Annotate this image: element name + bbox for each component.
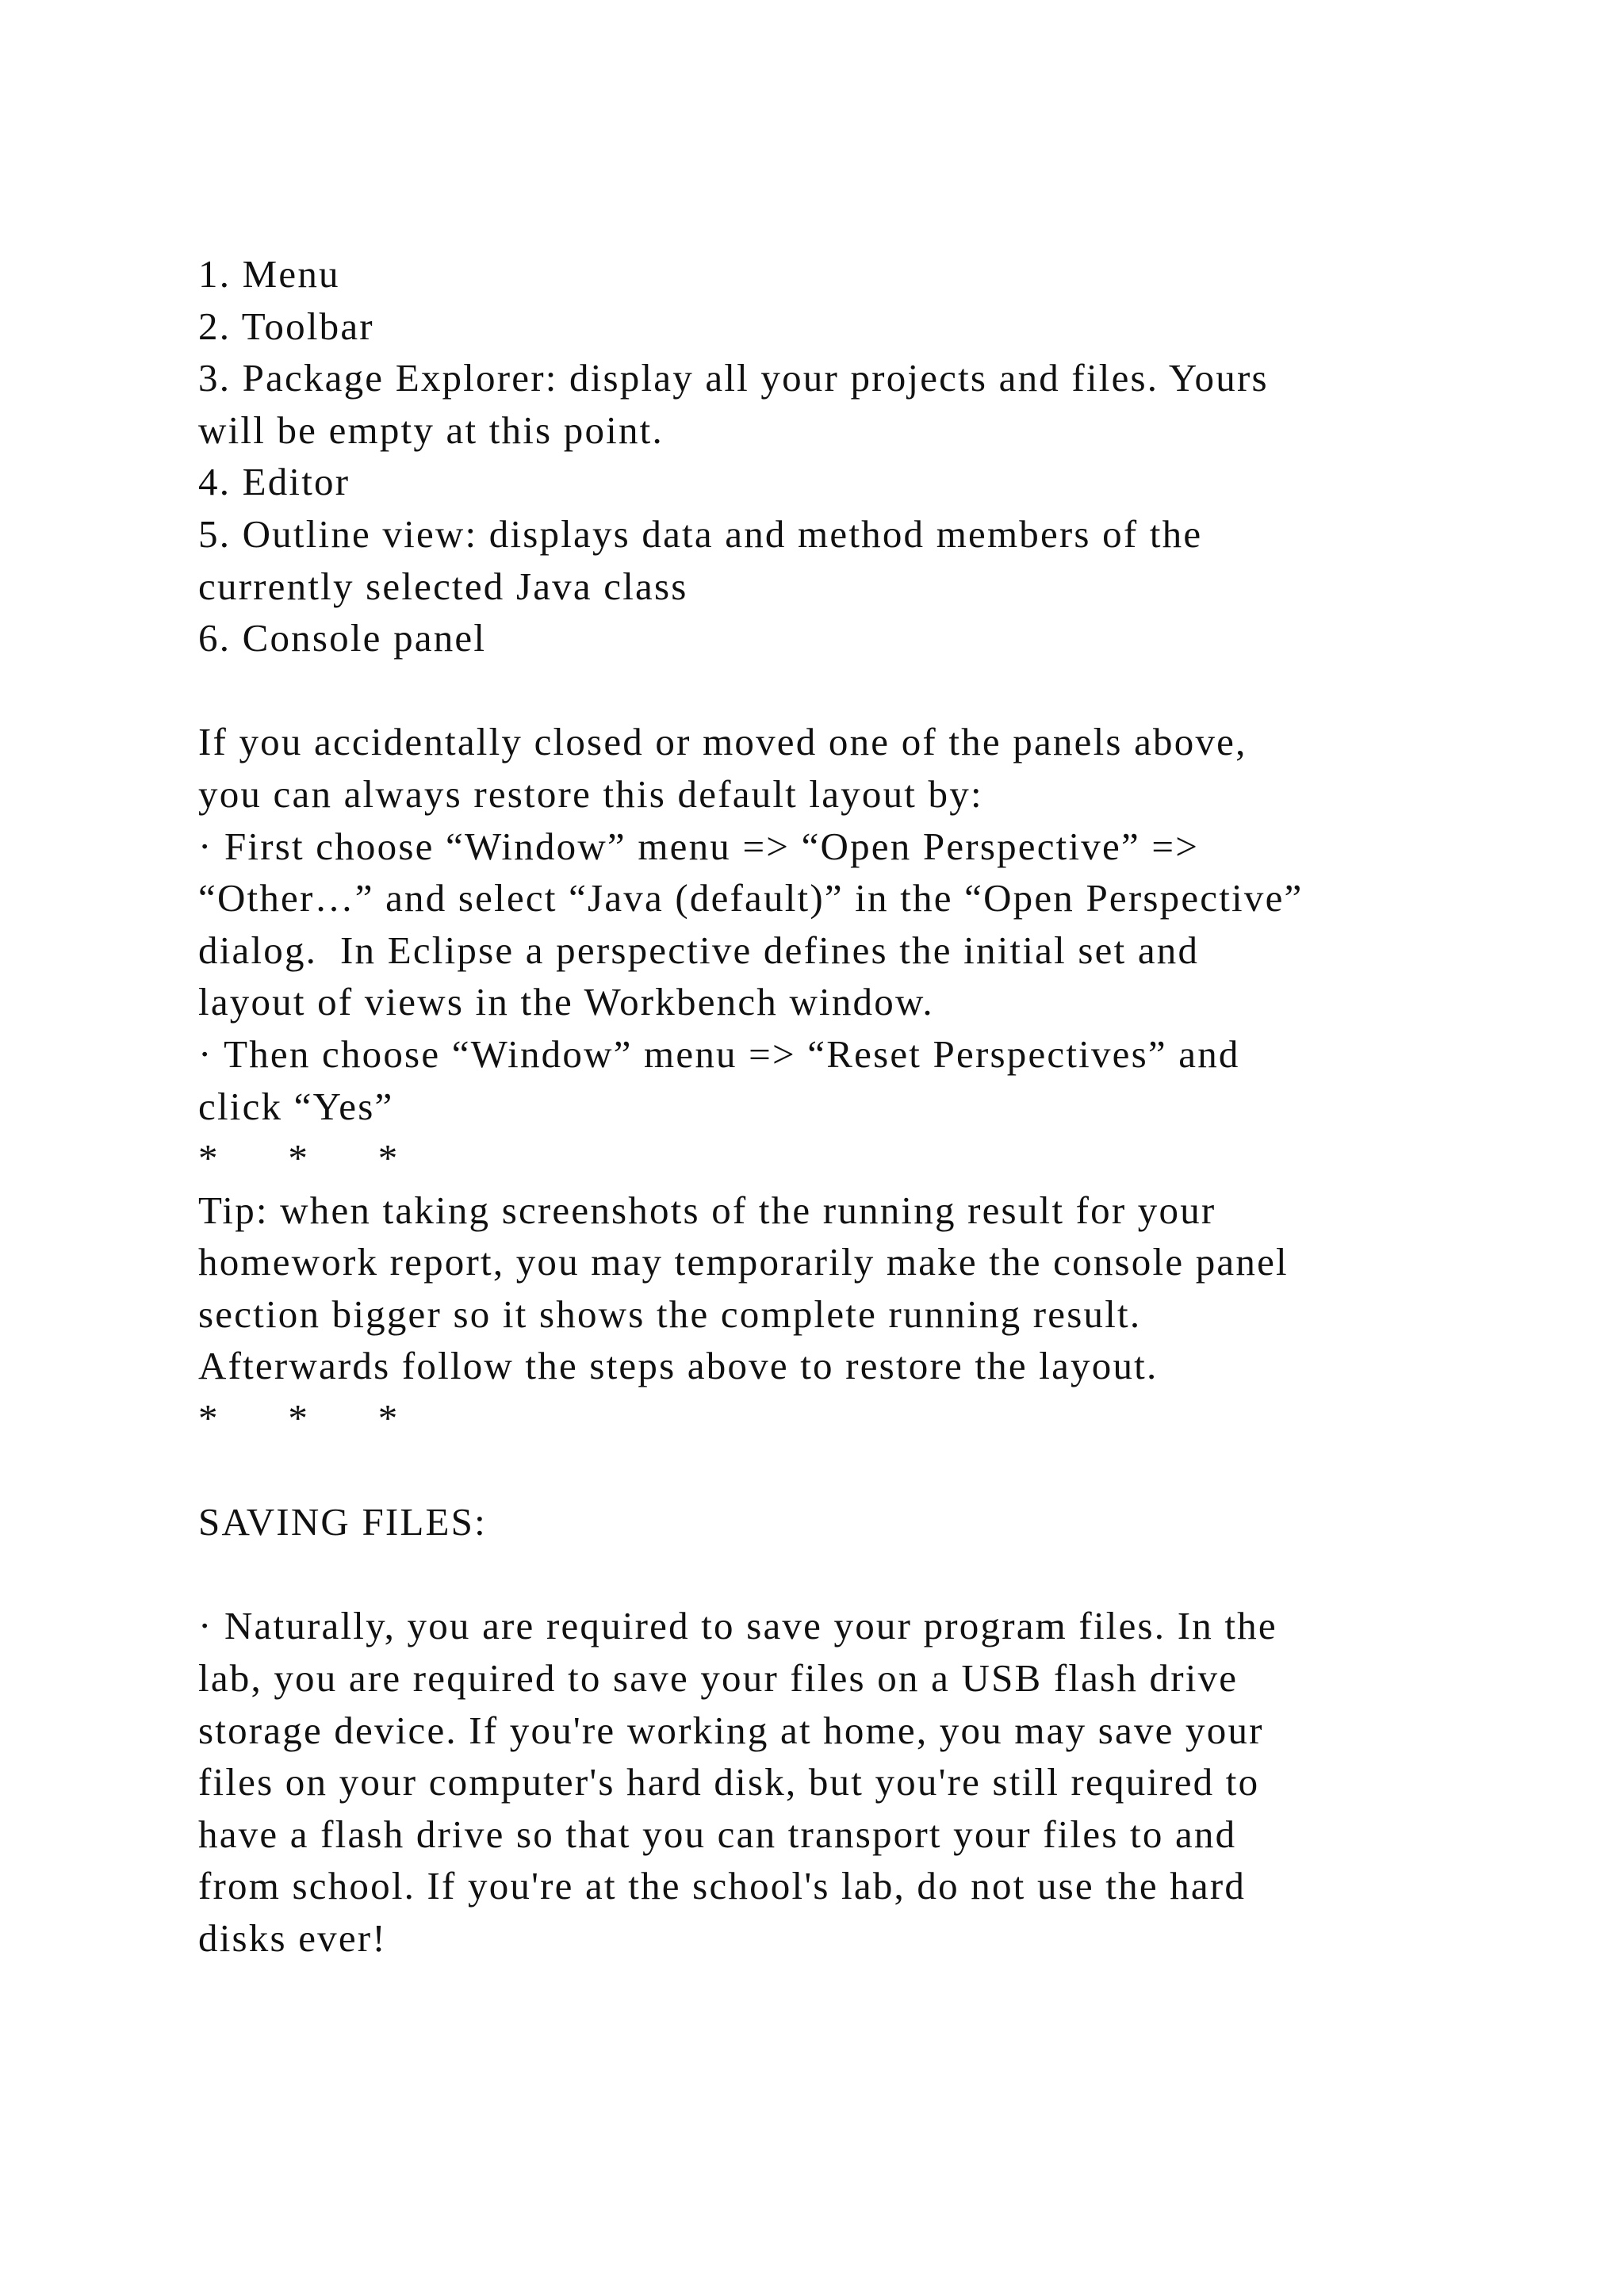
tip-paragraph (198, 1184, 1467, 1392)
saving-files-paragraph (198, 1600, 1467, 1964)
list-item-outline-view: 5. Outline view: displays data and method members of the (198, 511, 1203, 556)
paragraph-line: · First choose “Window” menu => “Open Perspective” => (198, 824, 1200, 868)
paragraph-line: · Then choose “Window” menu => “Reset Perspectives” and (198, 1031, 1240, 1076)
blank-line (198, 664, 1467, 717)
paragraph-line: layout of views in the Workbench window. (198, 980, 934, 1024)
paragraph-line: · Naturally, you are required to save your program files. In the (198, 1604, 1277, 1648)
list-item-toolbar: 2. Toolbar (198, 304, 374, 348)
paragraph-line: have a flash drive so that you can transport your files to and (198, 1812, 1237, 1856)
blank-line (198, 1445, 1467, 1497)
list-item-console-panel: 6. Console panel (198, 616, 487, 660)
list-item-package-explorer: 3. Package Explorer: display all your projects and files. Yours (198, 356, 1269, 400)
section-heading-saving-files: SAVING FILES: (198, 1500, 487, 1544)
numbered-list (198, 248, 1467, 664)
paragraph-line: “Other…” and select “Java (default)” in the “Open Perspective” (198, 876, 1304, 920)
paragraph-line: dialog. In Eclipse a perspective defines the initial set and (198, 928, 1200, 972)
paragraph-line: homework report, you may temporarily make the console panel (198, 1240, 1289, 1284)
section-separator: * * * (198, 1396, 400, 1441)
paragraph-line: from school. If you're at the school's lab, do not use the hard (198, 1864, 1247, 1908)
list-item-outline-view-cont: currently selected Java class (198, 564, 688, 608)
list-item-menu: 1. Menu (198, 252, 340, 296)
paragraph-line: click “Yes” (198, 1084, 394, 1128)
paragraph-line: disks ever! (198, 1916, 387, 1960)
document-body (198, 248, 1467, 1965)
restore-layout-paragraph (198, 716, 1467, 1132)
paragraph-line: Tip: when taking screenshots of the running result for your (198, 1188, 1216, 1232)
list-item-editor: 4. Editor (198, 460, 350, 504)
paragraph-line: lab, you are required to save your files on a USB flash drive (198, 1656, 1239, 1701)
list-item-package-explorer-cont: will be empty at this point. (198, 408, 664, 452)
blank-line (198, 1548, 1467, 1601)
paragraph-line: files on your computer's hard disk, but you're still required to (198, 1760, 1260, 1804)
paragraph-line: section bigger so it shows the complete running result. (198, 1292, 1142, 1336)
section-separator: * * * (198, 1136, 400, 1181)
paragraph-line: you can always restore this default layout by: (198, 771, 983, 816)
paragraph-line: Afterwards follow the steps above to restore the layout. (198, 1344, 1159, 1388)
paragraph-line: If you accidentally closed or moved one of the panels above, (198, 720, 1247, 764)
paragraph-line: storage device. If you're working at home, you may save your (198, 1708, 1264, 1752)
